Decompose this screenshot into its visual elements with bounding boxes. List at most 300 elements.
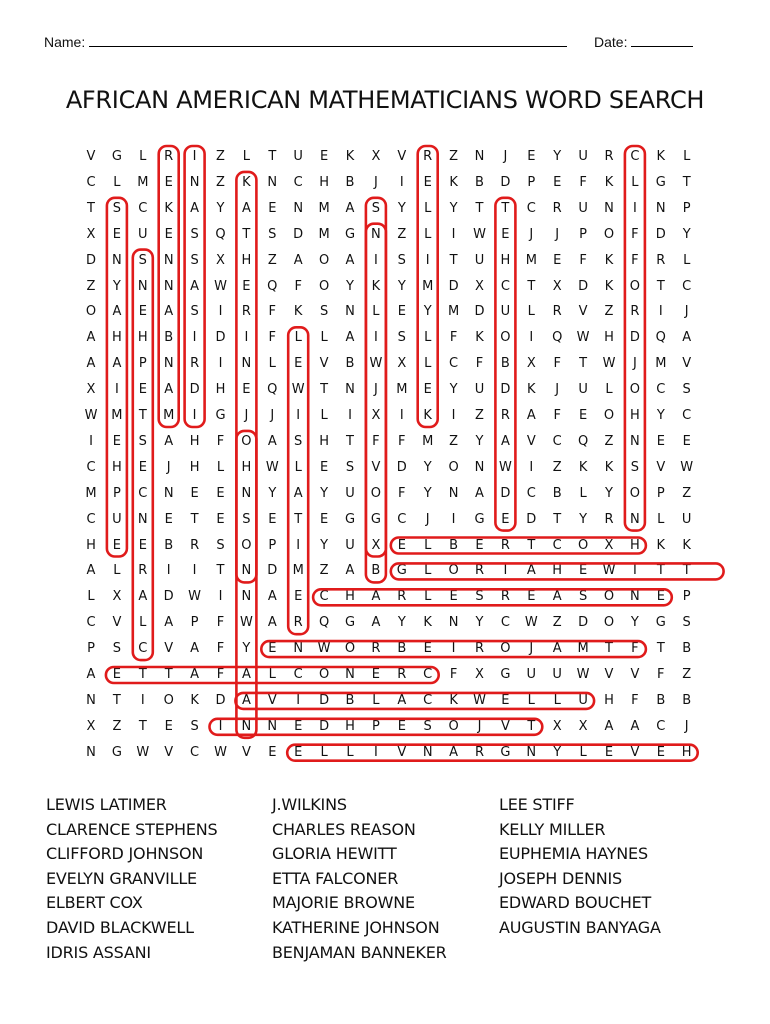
grid-letter: K <box>423 615 432 631</box>
grid-letter: E <box>656 589 665 605</box>
grid-letter: E <box>268 641 277 657</box>
grid-letter: L <box>294 459 302 475</box>
grid-letter: L <box>424 200 432 216</box>
grid-letter: A <box>604 718 614 734</box>
grid-letter: R <box>371 641 381 657</box>
word-list-item: CHARLES REASON <box>272 819 416 839</box>
grid-letter: U <box>578 692 588 708</box>
grid-letter: A <box>267 615 277 631</box>
grid-letter: I <box>373 744 378 760</box>
grid-letter: I <box>451 408 456 423</box>
grid-letter: V <box>241 744 251 760</box>
grid-letter: A <box>526 563 536 579</box>
grid-letter: R <box>293 615 303 631</box>
grid-letter: D <box>578 615 589 631</box>
grid-letter: E <box>682 433 691 449</box>
word-list-item: LEWIS LATIMER <box>46 795 167 814</box>
grid-letter: E <box>112 537 121 553</box>
grid-letter: S <box>345 459 355 475</box>
grid-letter: I <box>632 563 637 579</box>
grid-letter: E <box>604 744 614 760</box>
grid-letter: E <box>371 667 380 682</box>
grid-letter: T <box>656 278 665 294</box>
grid-letter: J <box>477 718 482 734</box>
grid-letter: E <box>112 226 121 242</box>
grid-letter: Y <box>268 485 277 501</box>
grid-letter: T <box>501 200 510 216</box>
grid-letter: Y <box>553 744 562 760</box>
grid-letter: Y <box>449 382 458 398</box>
grid-letter: H <box>681 744 692 760</box>
grid-letter: X <box>86 382 96 398</box>
grid-letter: B <box>656 692 666 708</box>
grid-letter: H <box>241 252 252 268</box>
grid-letter: O <box>241 537 252 553</box>
grid-letter: E <box>501 511 510 527</box>
grid-letter: X <box>475 278 484 294</box>
grid-letter: T <box>656 641 665 657</box>
grid-letter: B <box>345 356 355 372</box>
grid-letter: L <box>139 149 147 164</box>
grid-letter: R <box>630 304 640 320</box>
grid-letter: N <box>241 589 252 605</box>
grid-letter: E <box>112 667 121 682</box>
grid-letter: N <box>163 278 174 294</box>
grid-letter: Y <box>423 304 432 320</box>
grid-letter: G <box>500 744 511 760</box>
grid-letter: C <box>293 667 303 682</box>
grid-letter: T <box>475 200 484 216</box>
grid-letter: E <box>527 149 536 164</box>
grid-letter: H <box>86 537 96 553</box>
grid-letter: I <box>529 459 534 475</box>
grid-letter: K <box>682 537 691 553</box>
grid-letter: W <box>188 589 202 605</box>
grid-letter: O <box>448 563 459 579</box>
grid-letter: E <box>397 304 406 320</box>
grid-letter: N <box>293 200 304 216</box>
grid-letter: W <box>265 459 279 475</box>
grid-letter: S <box>112 641 122 657</box>
grid-letter: M <box>292 563 304 579</box>
grid-letter: Q <box>215 226 226 242</box>
grid-letter: I <box>218 356 223 372</box>
grid-letter: T <box>164 667 173 682</box>
grid-letter: W <box>602 356 616 372</box>
grid-letter: D <box>500 485 511 501</box>
grid-letter: O <box>500 330 511 346</box>
date-label: Date: <box>594 34 628 50</box>
grid-letter: Z <box>475 408 484 423</box>
grid-letter: L <box>424 563 432 579</box>
grid-letter: H <box>241 459 252 475</box>
grid-letter: W <box>473 692 486 708</box>
grid-letter: X <box>578 718 588 734</box>
grid-letter: W <box>136 744 150 760</box>
grid-letter: K <box>345 149 355 164</box>
grid-letter: E <box>294 589 303 605</box>
grid-letter: V <box>604 667 614 682</box>
grid-letter: L <box>424 226 432 242</box>
grid-letter: M <box>655 356 667 372</box>
grid-letter: F <box>631 226 639 242</box>
grid-letter: E <box>138 537 147 553</box>
grid-letter: A <box>241 667 251 682</box>
grid-letter: O <box>603 408 615 423</box>
grid-letter: M <box>577 641 589 657</box>
grid-letter: E <box>294 356 303 372</box>
grid-letter: K <box>578 459 588 475</box>
grid-letter: O <box>370 485 381 501</box>
word-list-item: JOSEPH DENNIS <box>499 868 622 888</box>
grid-letter: R <box>241 304 251 320</box>
grid-letter: A <box>164 304 174 320</box>
grid-letter: R <box>552 304 562 320</box>
grid-letter: Z <box>604 433 614 449</box>
grid-letter: K <box>449 692 458 708</box>
grid-letter: Z <box>552 459 562 475</box>
grid-letter: S <box>630 459 640 475</box>
grid-letter: M <box>422 278 434 294</box>
grid-letter: N <box>448 485 459 501</box>
grid-letter: J <box>684 718 689 734</box>
grid-letter: A <box>552 641 562 657</box>
grid-letter: N <box>86 744 96 760</box>
grid-letter: S <box>319 304 329 320</box>
grid-letter: O <box>603 226 615 242</box>
grid-letter: E <box>656 744 665 760</box>
grid-letter: V <box>112 615 122 631</box>
grid-letter: P <box>656 485 665 501</box>
grid-letter: E <box>319 149 329 164</box>
grid-letter: I <box>503 563 508 579</box>
grid-letter: H <box>112 330 122 346</box>
grid-letter: E <box>423 382 432 398</box>
grid-letter: T <box>682 174 691 190</box>
grid-letter: A <box>190 200 200 216</box>
grid-letter: C <box>449 356 459 372</box>
word-list-item: AUGUSTIN BANYAGA <box>499 918 661 937</box>
grid-letter: T <box>268 149 277 164</box>
grid-letter: I <box>425 252 430 268</box>
grid-letter: V <box>397 149 407 164</box>
grid-letter: D <box>448 278 459 294</box>
grid-letter: A <box>630 718 640 734</box>
grid-letter: F <box>268 304 277 320</box>
grid-letter: C <box>319 589 329 605</box>
grid-letter: H <box>189 433 200 449</box>
grid-letter: H <box>189 459 200 475</box>
grid-letter: I <box>296 537 301 553</box>
grid-letter: C <box>526 485 536 501</box>
grid-letter: N <box>267 718 278 734</box>
grid-letter: K <box>164 200 173 216</box>
grid-letter: C <box>552 433 562 449</box>
grid-letter: A <box>345 330 355 346</box>
grid-letter: N <box>630 589 640 605</box>
grid-letter: L <box>320 744 328 760</box>
grid-letter: I <box>296 408 301 423</box>
grid-letter: Q <box>318 615 330 631</box>
grid-letter: X <box>552 718 562 734</box>
grid-letter: T <box>112 692 121 708</box>
grid-letter: C <box>397 511 407 527</box>
grid-letter: A <box>241 200 251 216</box>
grid-letter: A <box>552 589 562 605</box>
grid-letter: U <box>112 511 122 527</box>
grid-letter: L <box>294 330 302 346</box>
grid-letter: S <box>190 226 199 242</box>
grid-letter: T <box>87 200 95 216</box>
grid-letter: A <box>164 382 174 398</box>
grid-letter: Z <box>682 485 692 501</box>
grid-letter: S <box>682 615 691 631</box>
grid-letter: Y <box>320 485 329 501</box>
grid-letter: C <box>656 382 666 398</box>
grid-letter: T <box>449 252 458 268</box>
grid-letter: S <box>682 382 691 398</box>
grid-letter: T <box>656 563 665 579</box>
grid-letter: U <box>681 511 692 527</box>
grid-letter: L <box>527 692 535 708</box>
word-list-item: LEE STIFF <box>499 795 575 814</box>
grid-letter: M <box>422 433 434 449</box>
grid-letter: T <box>527 278 536 294</box>
grid-letter: X <box>397 356 407 372</box>
grid-letter: X <box>552 278 562 294</box>
grid-letter: N <box>604 200 614 216</box>
grid-letter: A <box>267 433 277 449</box>
grid-letter: P <box>371 718 380 734</box>
grid-letter: L <box>424 330 432 346</box>
grid-letter: Z <box>216 149 225 164</box>
grid-letter: E <box>656 433 665 449</box>
word-list-item: EDWARD BOUCHET <box>499 893 652 913</box>
grid-letter: I <box>296 692 301 708</box>
grid-letter: E <box>294 718 303 734</box>
grid-letter: A <box>293 252 303 268</box>
grid-letter: S <box>578 589 588 605</box>
grid-letter: F <box>631 641 639 657</box>
grid-letter: S <box>138 252 147 268</box>
grid-letter: N <box>137 278 148 294</box>
grid-letter: C <box>423 667 433 682</box>
grid-letter: S <box>371 200 381 216</box>
grid-letter: D <box>500 174 511 190</box>
grid-letter: V <box>630 667 640 682</box>
grid-letter: B <box>371 563 381 579</box>
grid-letter: N <box>474 149 485 164</box>
word-list-item: CLARENCE STEPHENS <box>46 819 218 839</box>
grid-letter: Y <box>320 537 329 553</box>
grid-letter: E <box>553 174 562 190</box>
grid-letter: E <box>268 744 277 760</box>
grid-letter: M <box>318 226 330 242</box>
grid-letter: D <box>474 304 485 320</box>
grid-letter: B <box>682 692 692 708</box>
grid-letter: I <box>348 408 352 423</box>
grid-letter: L <box>683 252 691 268</box>
grid-letter: E <box>294 744 303 760</box>
grid-letter: C <box>86 459 96 475</box>
grid-letter: U <box>474 382 485 398</box>
grid-letter: R <box>500 408 510 423</box>
grid-letter: L <box>579 485 587 501</box>
word-list-item: KATHERINE JOHNSON <box>272 918 440 937</box>
word-list-item: IDRIS ASSANI <box>46 942 151 962</box>
grid-letter: B <box>164 537 174 553</box>
grid-letter: Z <box>449 149 459 164</box>
grid-letter: E <box>268 200 277 216</box>
grid-letter: N <box>241 485 252 501</box>
grid-letter: I <box>218 718 223 734</box>
grid-letter: Y <box>397 278 406 294</box>
grid-letter: E <box>164 718 173 734</box>
grid-letter: Y <box>423 459 432 475</box>
grid-letter: V <box>164 744 174 760</box>
grid-letter: E <box>190 485 199 501</box>
grid-letter: J <box>373 382 378 398</box>
grid-letter: F <box>268 330 277 346</box>
grid-letter: N <box>630 433 640 449</box>
grid-letter: E <box>242 382 251 398</box>
grid-letter: A <box>164 615 174 631</box>
grid-letter: X <box>86 226 96 242</box>
grid-letter: A <box>267 589 277 605</box>
grid-letter: A <box>345 200 355 216</box>
grid-letter: O <box>603 615 615 631</box>
grid-letter: L <box>657 511 665 527</box>
grid-letter: G <box>500 667 511 682</box>
grid-letter: N <box>86 692 96 708</box>
grid-letter: T <box>320 382 329 398</box>
grid-letter: T <box>346 433 354 449</box>
grid-letter: G <box>344 615 356 631</box>
grid-letter: N <box>189 174 200 190</box>
word-list-item: DAVID BLACKWELL <box>46 918 194 937</box>
grid-letter: Z <box>397 226 407 242</box>
grid-letter: W <box>84 408 98 423</box>
grid-letter: P <box>112 485 121 501</box>
grid-letter: L <box>424 589 432 605</box>
grid-letter: Z <box>552 615 562 631</box>
grid-letter: S <box>423 718 432 734</box>
grid-letter: S <box>397 330 406 346</box>
grid-letter: N <box>112 252 122 268</box>
grid-letter: H <box>215 382 226 398</box>
grid-letter: Y <box>397 200 406 216</box>
grid-letter: I <box>451 641 456 657</box>
grid-letter: J <box>684 304 689 320</box>
grid-letter: Y <box>605 485 613 501</box>
grid-letter: R <box>500 537 510 553</box>
grid-letter: W <box>524 615 538 631</box>
grid-letter: R <box>397 667 407 682</box>
grid-letter: E <box>216 511 225 527</box>
grid-letter: M <box>318 200 330 216</box>
grid-letter: E <box>501 226 510 242</box>
grid-letter: L <box>242 149 251 164</box>
grid-letter: W <box>369 356 383 372</box>
grid-letter: E <box>242 278 251 294</box>
grid-letter: Z <box>267 252 277 268</box>
grid-letter: F <box>579 252 587 268</box>
grid-letter: C <box>630 149 640 164</box>
grid-letter: X <box>371 408 381 423</box>
grid-letter: D <box>629 330 640 346</box>
grid-letter: K <box>242 174 251 190</box>
grid-letter: V <box>630 744 640 760</box>
grid-letter: I <box>192 149 197 164</box>
grid-letter: A <box>682 330 692 346</box>
grid-letter: N <box>345 304 355 320</box>
grid-letter: R <box>604 511 614 527</box>
grid-letter: I <box>244 330 249 346</box>
grid-letter: F <box>657 667 665 682</box>
grid-letter: H <box>552 563 563 579</box>
grid-letter: N <box>163 252 174 268</box>
grid-letter: D <box>319 692 330 708</box>
grid-letter: T <box>138 408 147 423</box>
grid-letter: V <box>682 356 692 372</box>
grid-letter: L <box>87 589 95 605</box>
grid-letter: V <box>319 356 329 372</box>
grid-letter: Y <box>553 149 562 164</box>
grid-letter: G <box>344 226 356 242</box>
grid-letter: L <box>631 174 639 190</box>
grid-letter: N <box>448 615 459 631</box>
grid-letter: S <box>294 433 303 449</box>
grid-letter: L <box>683 149 691 164</box>
grid-letter: F <box>631 692 639 708</box>
grid-letter: H <box>604 692 614 708</box>
grid-letter: I <box>218 304 223 320</box>
grid-letter: Q <box>267 278 278 294</box>
grid-letter: B <box>449 537 459 553</box>
grid-letter: S <box>112 200 122 216</box>
grid-letter: A <box>86 563 96 579</box>
grid-letter: E <box>578 563 588 579</box>
grid-letter: W <box>214 744 227 760</box>
grid-letter: B <box>500 356 510 372</box>
grid-letter: Y <box>656 408 665 423</box>
grid-letter: D <box>189 382 200 398</box>
grid-letter: U <box>578 200 588 216</box>
grid-letter: K <box>423 408 432 423</box>
grid-letter: K <box>656 537 666 553</box>
grid-letter: Z <box>86 278 96 294</box>
grid-letter: K <box>604 459 614 475</box>
grid-letter: S <box>190 252 199 268</box>
grid-letter: K <box>604 174 614 190</box>
grid-letter: G <box>655 174 666 190</box>
grid-letter: I <box>658 304 663 320</box>
grid-letter: I <box>89 433 93 449</box>
grid-letter: E <box>501 692 510 708</box>
grid-letter: J <box>244 408 249 423</box>
grid-letter: A <box>112 304 122 320</box>
grid-letter: A <box>293 485 303 501</box>
grid-letter: B <box>552 485 562 501</box>
grid-letter: E <box>423 641 432 657</box>
grid-letter: U <box>474 252 485 268</box>
grid-letter: R <box>474 641 485 657</box>
grid-letter: N <box>345 667 355 682</box>
grid-letter: N <box>241 356 252 372</box>
grid-letter: A <box>449 744 459 760</box>
grid-letter: W <box>291 382 305 398</box>
grid-letter: O <box>603 589 615 605</box>
